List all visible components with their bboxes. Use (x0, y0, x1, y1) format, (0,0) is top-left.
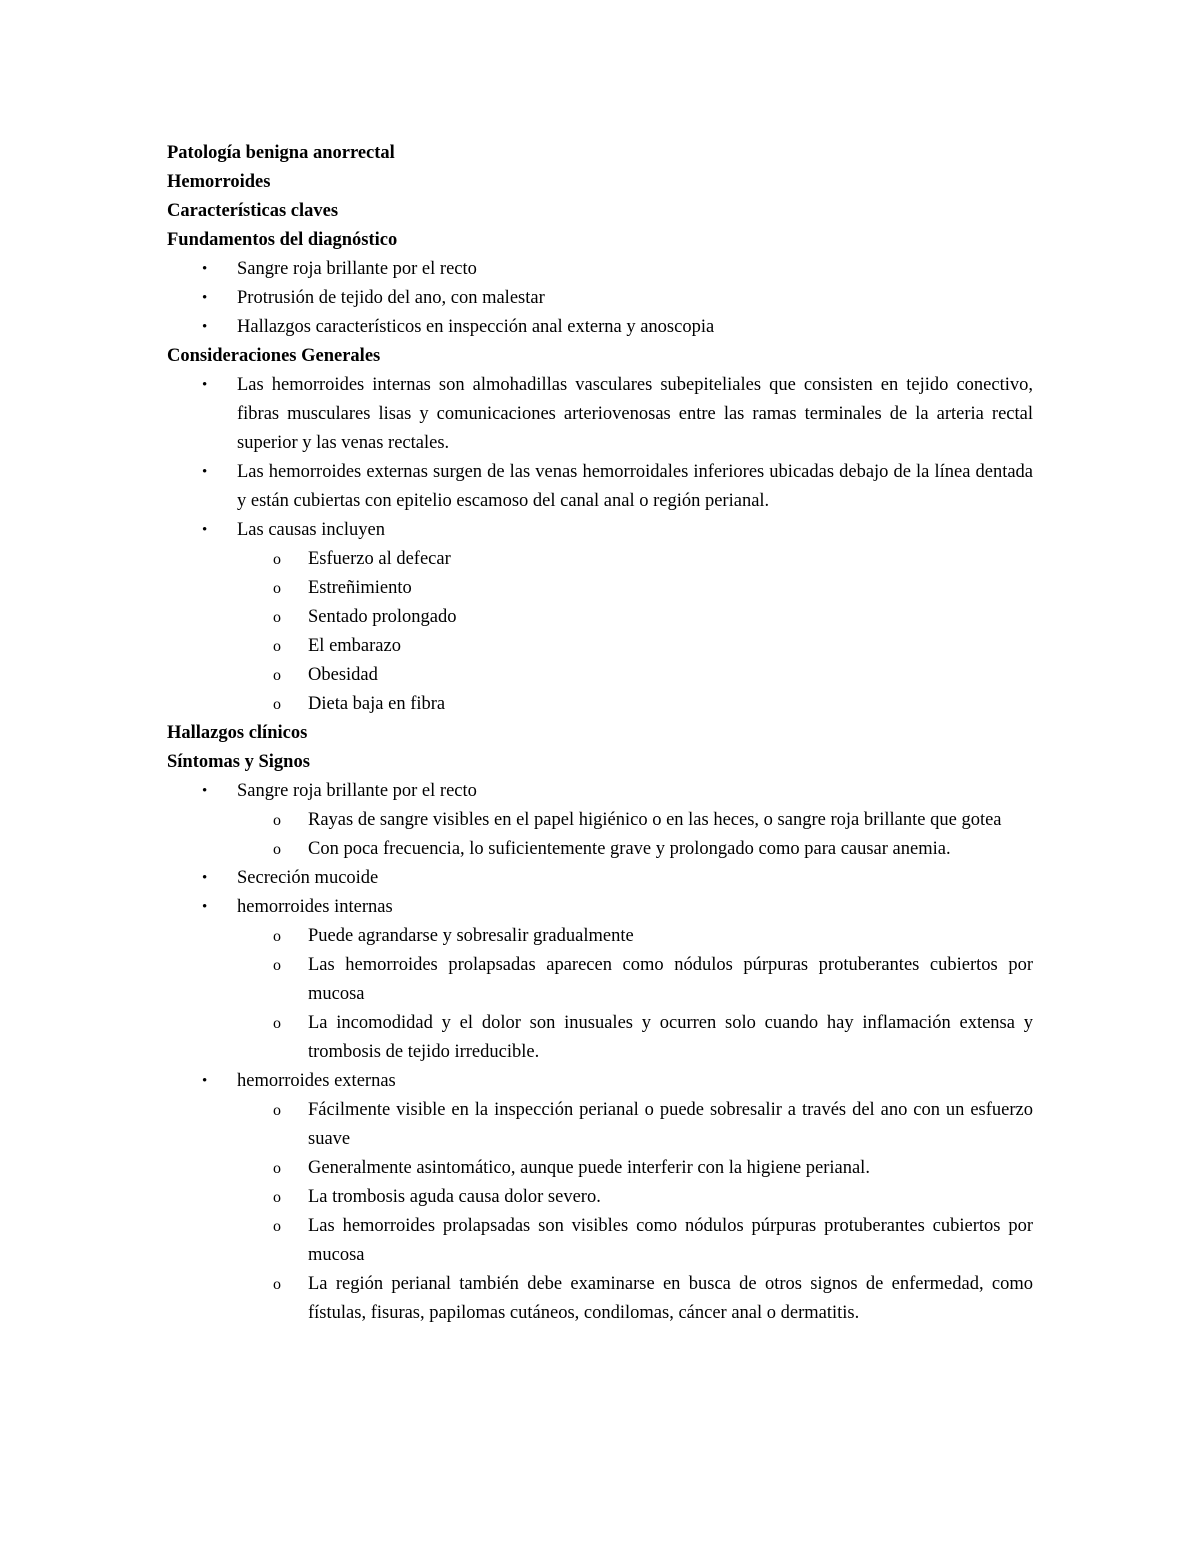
list-item: • hemorroides externas o Fácilmente visible en la inspección perianal o puede sobresalir a través del ano con un esfuerzo suave o Generalmente asintomático, aunque puede interferir con la higiene perianal. o La trombosis aguda causa dolor severo. o Las hemorroides prolapsadas son visibles como nódulos púrpuras protuberantes cubiertos por mucosa o La región perianal también debe examinarse en busca de otros signos de enfermedad, como fístulas, fisuras, papilomas cutáneos, condilomas, cáncer anal o dermatitis. (167, 1067, 1033, 1328)
circle-bullet-icon: o (273, 812, 281, 829)
list-item: • Las hemorroides internas son almohadillas vasculares subepiteliales que consisten en tejido conectivo, fibras musculares lisas y comunicaciones arteriovenosas entre las ramas terminales de la arteria rectal superior y las venas rectales. (167, 371, 1033, 458)
circle-bullet-icon: o (273, 551, 281, 568)
bullet-icon: • (202, 319, 208, 335)
bullet-icon: • (202, 290, 208, 306)
consideraciones-list (167, 371, 1033, 719)
circle-bullet-icon: o (273, 609, 281, 626)
heading-consideraciones: Consideraciones Generales (167, 346, 381, 366)
circle-bullet-icon: o (273, 1189, 281, 1206)
circle-bullet-icon: o (273, 1276, 281, 1293)
bullet-icon: • (202, 783, 208, 799)
sublist-item: o Estreñimiento (167, 574, 1033, 603)
sublist-item: o El embarazo (167, 632, 1033, 661)
bullet-icon: • (202, 261, 208, 277)
bullet-icon: • (202, 870, 208, 886)
bullet-icon: • (202, 899, 208, 915)
fundamentos-list (167, 255, 1033, 342)
heading-hallazgos: Hallazgos clínicos (167, 723, 308, 743)
sublist-item: o La región perianal también debe examinarse en busca de otros signos de enfermedad, como fístulas, fisuras, papilomas cutáneos, condilomas, cáncer anal o dermatitis. (167, 1270, 1033, 1328)
circle-bullet-icon: o (273, 1160, 281, 1177)
list-item: • Hallazgos característicos en inspección anal externa y anoscopia (167, 313, 1033, 342)
heading-sintomas: Síntomas y Signos (167, 752, 310, 772)
list-item: • Las hemorroides externas surgen de las venas hemorroidales inferiores ubicadas debajo de la línea dentada y están cubiertas con epitelio escamoso del canal anal o región perianal. (167, 458, 1033, 516)
circle-bullet-icon: o (273, 638, 281, 655)
sublist-item: o Las hemorroides prolapsadas son visibles como nódulos púrpuras protuberantes cubiertos por mucosa (167, 1212, 1033, 1270)
circle-bullet-icon: o (273, 696, 281, 713)
heading-caracteristicas: Características claves (167, 201, 339, 221)
list-item: • Sangre roja brillante por el recto o Rayas de sangre visibles en el papel higiénico o en las heces, o sangre roja brillante que gotea o Con poca frecuencia, lo suficientemente grave y prolongado como para causar anemia. (167, 777, 1033, 864)
sublist-item: o Esfuerzo al defecar (167, 545, 1033, 574)
document-title: Patología benigna anorrectal (167, 143, 395, 163)
circle-bullet-icon: o (273, 1218, 281, 1235)
sublist-item: o Con poca frecuencia, lo suficientemente grave y prolongado como para causar anemia. (167, 835, 1033, 864)
bullet-icon: • (202, 377, 208, 393)
sublist (237, 1096, 1033, 1328)
circle-bullet-icon: o (273, 928, 281, 945)
causas-sublist (237, 545, 1033, 719)
circle-bullet-icon: o (273, 580, 281, 597)
bullet-icon: • (202, 522, 208, 538)
bullet-icon: • (202, 1073, 208, 1089)
list-item: • hemorroides internas o Puede agrandarse y sobresalir gradualmente o Las hemorroides prolapsadas aparecen como nódulos púrpuras protuberantes cubiertos por mucosa o La incomodidad y el dolor son inusuales y ocurren solo cuando hay inflamación extensa y trombosis de tejido irreducible. (167, 893, 1033, 1067)
sublist-item: o Generalmente asintomático, aunque puede interferir con la higiene perianal. (167, 1154, 1033, 1183)
sublist (237, 922, 1033, 1067)
heading-fundamentos: Fundamentos del diagnóstico (167, 230, 398, 250)
sublist (237, 806, 1033, 864)
circle-bullet-icon: o (273, 667, 281, 684)
bullet-icon: • (202, 464, 208, 480)
sublist-item: o Dieta baja en fibra (167, 690, 1033, 719)
document-body (167, 139, 1033, 1328)
list-item: • Las causas incluyen o Esfuerzo al defecar o Estreñimiento o Sentado prolongado o El embarazo o Obesidad o Dieta baja en fibra (167, 516, 1033, 719)
sublist-item: o La incomodidad y el dolor son inusuales y ocurren solo cuando hay inflamación extensa y trombosis de tejido irreducible. (167, 1009, 1033, 1067)
sublist-item: o La trombosis aguda causa dolor severo. (167, 1183, 1033, 1212)
list-item: • Secreción mucoide (167, 864, 1033, 893)
sublist-item: o Obesidad (167, 661, 1033, 690)
list-item: • Protrusión de tejido del ano, con malestar (167, 284, 1033, 313)
circle-bullet-icon: o (273, 1015, 281, 1032)
sublist-item: o Sentado prolongado (167, 603, 1033, 632)
circle-bullet-icon: o (273, 841, 281, 858)
sublist-item: o Fácilmente visible en la inspección perianal o puede sobresalir a través del ano con un esfuerzo suave (167, 1096, 1033, 1154)
circle-bullet-icon: o (273, 1102, 281, 1119)
sintomas-list (167, 777, 1033, 1328)
heading-hemorroides: Hemorroides (167, 172, 271, 192)
sublist-item: o Las hemorroides prolapsadas aparecen como nódulos púrpuras protuberantes cubiertos por mucosa (167, 951, 1033, 1009)
list-item: • Sangre roja brillante por el recto (167, 255, 1033, 284)
sublist-item: o Rayas de sangre visibles en el papel higiénico o en las heces, o sangre roja brillante que gotea (167, 806, 1033, 835)
circle-bullet-icon: o (273, 957, 281, 974)
sublist-item: o Puede agrandarse y sobresalir gradualmente (167, 922, 1033, 951)
